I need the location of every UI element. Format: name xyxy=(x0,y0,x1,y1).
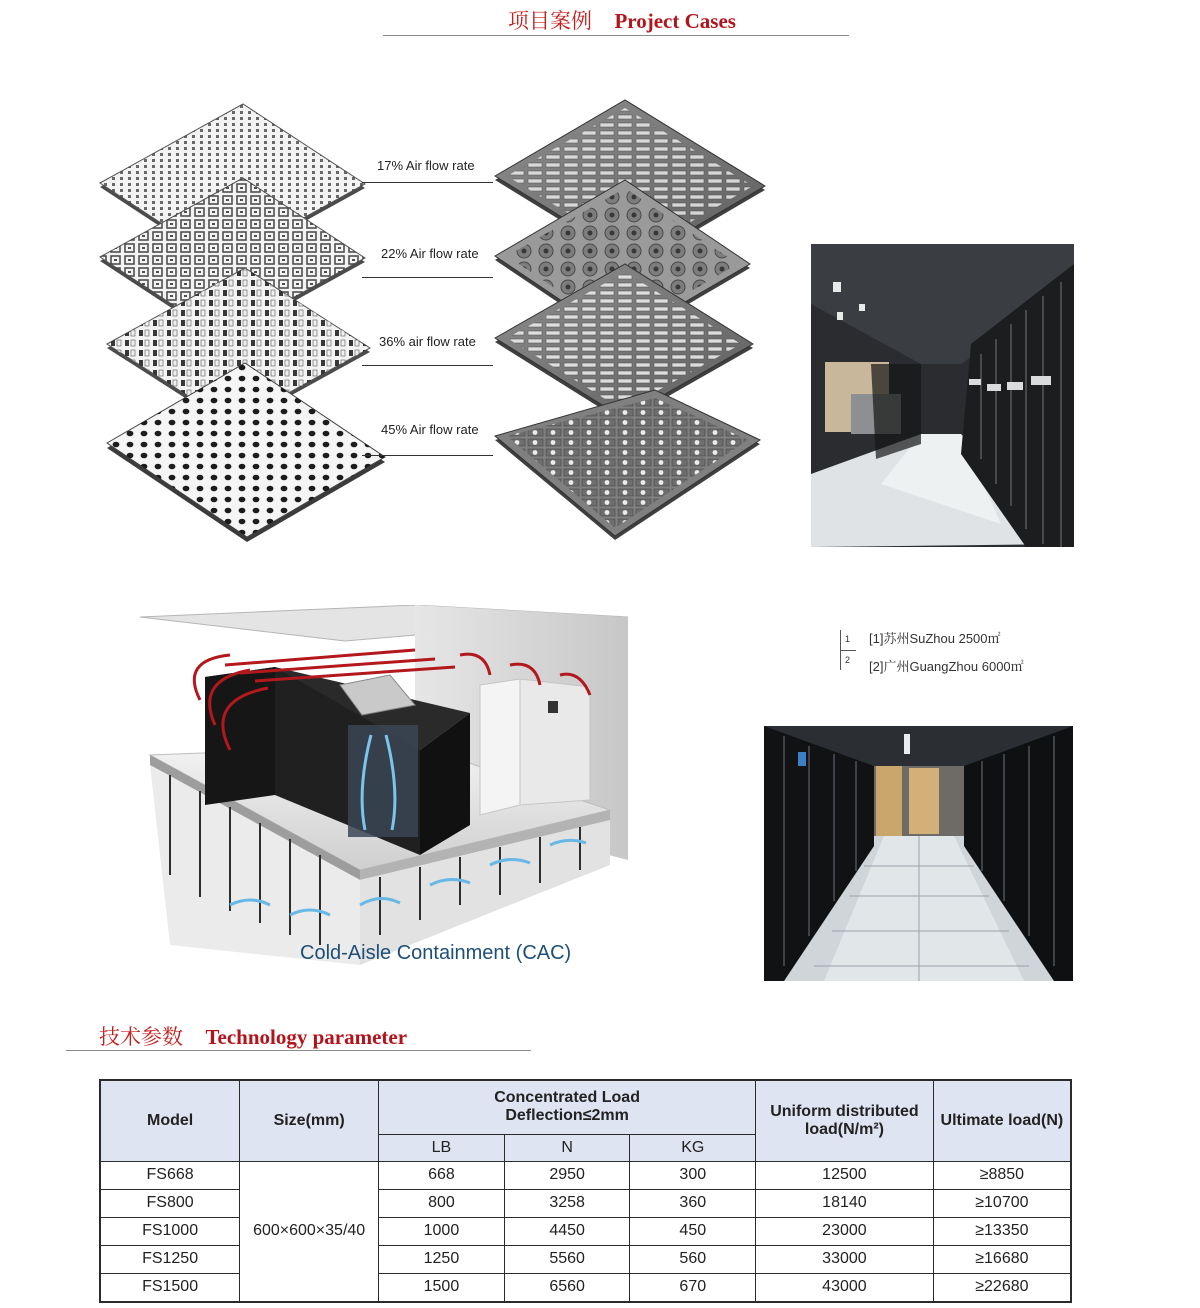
header-size: Size(mm) xyxy=(240,1080,379,1161)
header-model: Model xyxy=(100,1080,240,1161)
header-uniform-load: Uniform distributed load(N/m²) xyxy=(756,1080,934,1161)
header-kg: KG xyxy=(630,1134,756,1161)
air-flow-line-22 xyxy=(362,277,493,278)
guangzhou-data-center-photo xyxy=(764,726,1073,981)
project-cases-rule xyxy=(383,35,849,36)
cold-aisle-containment-illustration xyxy=(130,605,635,970)
cell-lb: 1500 xyxy=(379,1273,505,1302)
cell-n: 3258 xyxy=(504,1189,630,1217)
cell-n: 5560 xyxy=(504,1245,630,1273)
spec-table xyxy=(99,1079,1072,1303)
cell-kg: 300 xyxy=(630,1161,756,1189)
table-row xyxy=(100,1161,1071,1189)
cell-ultimate: ≥16680 xyxy=(933,1245,1071,1273)
project-cases-title-cn: 项目案例 xyxy=(508,9,592,33)
cell-uniform: 33000 xyxy=(756,1245,934,1273)
header-ultimate-load: Ultimate load(N) xyxy=(933,1080,1071,1161)
air-flow-label-22: 22% Air flow rate xyxy=(381,246,479,261)
cell-n: 4450 xyxy=(504,1217,630,1245)
header-n: N xyxy=(504,1134,630,1161)
cell-uniform: 23000 xyxy=(756,1217,934,1245)
caption-index-hbar xyxy=(840,650,856,651)
cell-ultimate: ≥13350 xyxy=(933,1217,1071,1245)
cell-n: 6560 xyxy=(504,1273,630,1302)
cell-kg: 670 xyxy=(630,1273,756,1302)
header-concentrated-line2: Deflection≤2mm xyxy=(505,1107,629,1125)
caption-guangzhou: [2]广州GuangZhou 6000㎡ xyxy=(869,659,1024,674)
header-concentrated-line1: Concentrated Load xyxy=(494,1089,640,1107)
caption-index xyxy=(838,626,858,670)
tech-params-title-en: Technology parameter xyxy=(205,1025,408,1049)
header-lb: LB xyxy=(379,1134,505,1161)
suzhou-data-center-photo xyxy=(811,244,1074,547)
cell-kg: 560 xyxy=(630,1245,756,1273)
cell-lb: 800 xyxy=(379,1189,505,1217)
cell-model: FS800 xyxy=(100,1189,240,1217)
project-cases-title-en: Project Cases xyxy=(614,9,736,33)
cell-kg: 360 xyxy=(630,1189,756,1217)
cell-lb: 668 xyxy=(379,1161,505,1189)
air-flow-line-36 xyxy=(362,365,493,366)
cell-model: FS668 xyxy=(100,1161,240,1189)
caption-index-2: 2 xyxy=(845,655,851,665)
cell-size: 600×600×35/40 xyxy=(240,1161,379,1302)
project-cases-title xyxy=(508,5,736,35)
air-flow-line-17 xyxy=(362,182,493,183)
caption-index-1: 1 xyxy=(845,634,851,644)
cell-model: FS1500 xyxy=(100,1273,240,1302)
air-flow-line-45 xyxy=(362,455,493,456)
tile-45-right xyxy=(495,390,760,540)
header-concentrated-load xyxy=(379,1080,756,1134)
cac-caption: Cold-Aisle Containment (CAC) xyxy=(300,942,572,964)
cell-n: 2950 xyxy=(504,1161,630,1189)
cell-uniform: 12500 xyxy=(756,1161,934,1189)
tech-params-title-cn: 技术参数 xyxy=(99,1025,183,1049)
cell-model: FS1250 xyxy=(100,1245,240,1273)
air-flow-label-17: 17% Air flow rate xyxy=(377,158,475,173)
cell-model: FS1000 xyxy=(100,1217,240,1245)
cell-lb: 1000 xyxy=(379,1217,505,1245)
cell-uniform: 18140 xyxy=(756,1189,934,1217)
cell-lb: 1250 xyxy=(379,1245,505,1273)
cell-ultimate: ≥10700 xyxy=(933,1189,1071,1217)
cell-ultimate: ≥22680 xyxy=(933,1273,1071,1302)
cell-ultimate: ≥8850 xyxy=(933,1161,1071,1189)
tech-params-rule xyxy=(66,1050,531,1051)
tech-params-title xyxy=(99,1021,407,1051)
air-flow-label-36: 36% air flow rate xyxy=(379,334,476,349)
tile-45-left xyxy=(107,363,385,542)
caption-suzhou: [1]苏州SuZhou 2500㎡ xyxy=(869,631,1001,646)
cell-uniform: 43000 xyxy=(756,1273,934,1302)
cell-kg: 450 xyxy=(630,1217,756,1245)
air-flow-label-45: 45% Air flow rate xyxy=(381,422,479,437)
